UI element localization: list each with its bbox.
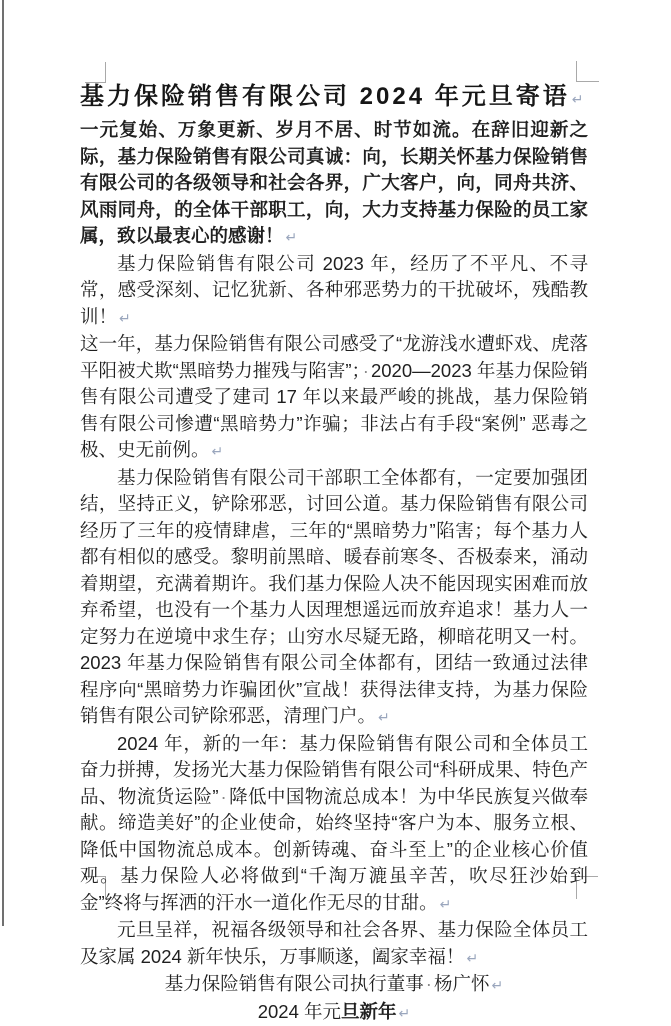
text-run: 杨广怀 [434,973,490,994]
margin-mark-top-left-icon [85,62,106,83]
paragraph-mark-icon: ↵ [117,310,131,326]
text-run: 元旦呈祥，祝福各级领导和社会各界、基力保险全体员工及家属 2024 新年快乐，万事顺遂，阖家幸福！ [80,919,588,967]
paragraph-mark-icon: ↵ [570,91,584,107]
paragraph-mark-icon: ↵ [397,1005,411,1021]
paragraph-date-line [80,999,588,1026]
margin-mark-top-right-icon [576,61,599,82]
paragraph-hardship-year [80,331,588,465]
space-formatting-mark-icon: · [219,786,229,807]
document-title [80,82,588,114]
paragraph-mark-icon: ↵ [438,896,452,912]
text-run: 这一年，基力保险销售有限公司感受了“龙游浅水遭虾戏、虎落平阳被犬欺“黑暗势力摧残与陷害”； [80,333,588,381]
text-run: 2024 年元 [258,1001,341,1022]
text-run: 一元复始、万象更新、岁月不居、时节如流。在辞旧迎新之际，基力保险销售有限公司真诚：向，长期关怀基力保险销售有限公司的各级领导和社会各界，广大客户，向，同舟共济、风雨同舟，的全体干部职工，向，大力支持基力保险的员工家属，致以最衷心的感谢！ [80,119,588,246]
text-run: 基力保险销售有限公司干部职工全体都有，一定要加强团结，坚持正义，铲除邪恶，讨回公道。基力保险销售有限公司经历了三年的疫情肆虐，三年的“黑暗势力”陷害；每个基力人都有相似的感受。黎明前黑暗、暖春前寒冬、否极泰来，涌动着期望，充满着期许。我们基力保险人决不能因现实困难而放弃希望，也没有一个基力人因理想遥远而放弃追求！基力人一定努力在逆境中求生存；山穷水尽疑无路，柳暗花明又一村。2023 年基力保险销售有限公司全体都有，团结一致通过法律程序向“黑暗势力诈骗团伙”宣战！获得法律支持，为基力保险销售有限公司铲除邪恶，清理门户。 [80,467,588,727]
paragraph-mark-icon: ↵ [210,443,224,459]
text-run: 降低中国物流总成本！为中华民族复兴做奉献。缔造美好”的企业使命，始终坚持“客户为本、服务立根、降低中国物流总成本。创新铸魂、奋斗至上”的企业核心价值观。基力保险人必将做到“千淘万漉虽辛苦，吹尽狂沙始到金”终将与挥洒的汗水一道化作无尽的甘甜。 [80,786,588,913]
paragraph-mark-icon: ↵ [464,950,478,966]
paragraph-mark-icon: ↵ [284,229,298,245]
space-formatting-mark-icon: · [361,360,371,381]
space-formatting-mark-icon: · [424,973,434,994]
text-run: 2024 年，新的一年：基力保险销售有限公司和全体员工奋力拼搏，发扬光大基力保险销售有限公司“科研成果、特色产品、物流货运险” [80,733,588,807]
paragraph-outlook-2024 [80,731,588,918]
text-run: 2020—2023 年基力保险销售有限公司遭受了建司 17 年以来最严峻的挑战，基力保险销售有限公司惨遭“黑暗势力”诈骗；非法占有手段“案例” 恶毒之极、史无前例。 [80,360,588,461]
document-title-text: 基力保险销售有限公司 2024 年元旦寄语 [80,83,570,110]
paragraph-signature [80,971,588,999]
paragraph-mark-icon: ↵ [376,709,390,725]
paragraph-mark-icon: ↵ [489,977,503,993]
document-body [80,117,588,1026]
document-content[interactable] [80,82,588,1026]
text-run: 基力保险销售有限公司执行董事 [165,973,424,994]
paragraph-review-2023 [80,251,588,332]
paragraph-unity-call [80,465,588,731]
paragraph-greeting-intro [80,117,588,251]
text-run: 基力保险销售有限公司 2023 年，经历了不平凡、不寻常，感受深刻、记忆犹新、各种邪恶势力的干扰破坏，残酷教训！ [80,253,588,327]
page-edge-border [2,0,4,926]
text-run: 旦新年 [341,1001,397,1022]
paragraph-blessing [80,917,588,971]
